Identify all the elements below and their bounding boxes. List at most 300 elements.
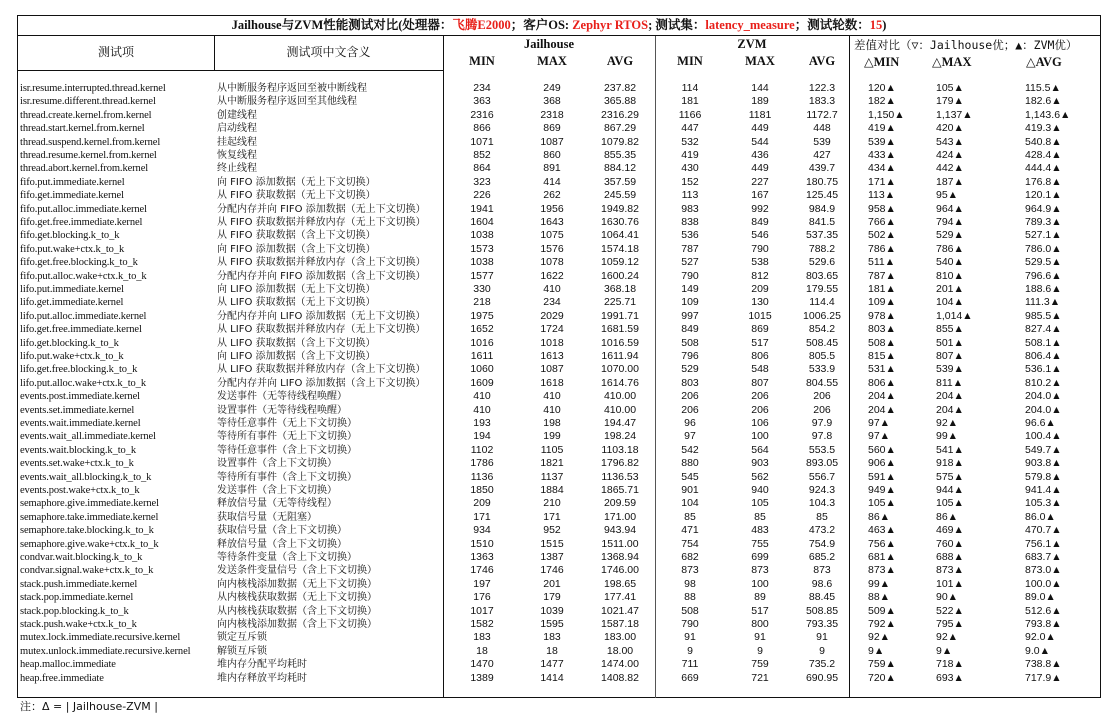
test-item-cn-cell: 启动线程 (217, 123, 257, 135)
delta-avg-cell: 204.0▲ (1025, 403, 1062, 416)
delta-min-cell: 9▲ (868, 644, 885, 657)
jailhouse-max-cell: 1087 (540, 135, 564, 148)
delta-avg-cell: 985.5▲ (1025, 309, 1062, 322)
jailhouse-avg-cell: 1016.59 (601, 336, 639, 349)
header-j-min: MIN (469, 54, 495, 68)
zvm-min-cell: 997 (681, 309, 699, 322)
title-test-set: latency_measure (705, 18, 795, 32)
delta-min-cell: 978▲ (868, 309, 896, 322)
jailhouse-max-cell: 199 (543, 430, 561, 443)
jailhouse-min-cell: 234 (473, 82, 491, 94)
zvm-max-cell: 562 (751, 470, 769, 483)
header-dmax: △MAX (932, 55, 972, 69)
table-row (18, 645, 1100, 658)
test-item-cn-cell: 设置事件（含上下文切换） (217, 458, 337, 470)
zvm-max-cell: 564 (751, 443, 769, 456)
delta-max-cell: 855▲ (936, 323, 964, 336)
test-item-cn-cell: 解锁互斥锁 (217, 645, 267, 657)
delta-max-cell: 201▲ (936, 283, 964, 295)
test-item-cn-cell: 向 FIFO 添加数据（无上下文切换） (217, 176, 376, 188)
jailhouse-min-cell: 1060 (470, 363, 494, 376)
zvm-max-cell: 940 (751, 484, 769, 496)
jailhouse-max-cell: 183 (543, 631, 561, 644)
delta-avg-cell: 86.0▲ (1025, 510, 1056, 523)
jailhouse-max-cell: 249 (543, 82, 561, 94)
jailhouse-max-cell: 1956 (540, 202, 564, 215)
zvm-avg-cell: 984.9 (808, 202, 836, 215)
delta-avg-cell: 793.8▲ (1025, 618, 1062, 630)
jailhouse-max-cell: 198 (543, 417, 561, 429)
test-item-cn-cell: 设置事件（无等待线程唤醒） (217, 404, 347, 416)
delta-avg-cell: 683.7▲ (1025, 551, 1062, 563)
test-item-cell: thread.abort.kernel.from.kernel (20, 163, 149, 175)
test-item-cn-cell: 向内核栈添加数据（含上下文切换） (217, 619, 377, 630)
test-item-cn-cell: 分配内存并向 LIFO 添加数据（含上下文切换） (217, 377, 426, 389)
table-row (18, 578, 1100, 591)
table-row (18, 605, 1100, 618)
zvm-max-cell: 806 (751, 350, 769, 362)
jailhouse-min-cell: 852 (473, 149, 491, 161)
test-item-cell: stack.pop.immediate.kernel (20, 592, 134, 604)
test-item-cn-cell: 等待任意事件（无上下文切换） (217, 418, 357, 429)
delta-max-cell: 541▲ (936, 443, 964, 456)
jailhouse-avg-cell: 183.00 (603, 631, 637, 644)
zvm-min-cell: 114 (681, 82, 699, 94)
test-item-cell: thread.start.kernel.from.kernel (20, 123, 145, 135)
title-prefix: Jailhouse与ZVM性能测试对比(处理器： (231, 18, 453, 32)
jailhouse-min-cell: 1786 (470, 457, 494, 470)
delta-min-cell: 759▲ (868, 658, 896, 671)
delta-avg-cell: 796.6▲ (1025, 269, 1062, 282)
zvm-avg-cell: 98.6 (811, 577, 833, 590)
jailhouse-avg-cell: 867.29 (603, 122, 637, 135)
zvm-max-cell: 699 (751, 551, 769, 563)
delta-max-cell: 92▲ (936, 417, 959, 429)
header-z-max: MAX (745, 54, 775, 68)
delta-avg-cell: 176.8▲ (1025, 175, 1062, 188)
jailhouse-avg-cell: 855.35 (603, 149, 637, 161)
jailhouse-avg-cell: 1103.18 (601, 443, 639, 456)
delta-min-cell: 181▲ (868, 283, 896, 295)
test-item-cn-cell: 创建线程 (217, 109, 257, 121)
jailhouse-min-cell: 866 (473, 122, 491, 135)
delta-min-cell: 591▲ (868, 470, 896, 483)
test-item-cell: events.post.wake+ctx.k_to_k (20, 485, 140, 496)
zvm-avg-cell: 893.05 (805, 457, 839, 470)
delta-avg-cell: 204.0▲ (1025, 390, 1062, 403)
jailhouse-avg-cell: 237.82 (603, 82, 637, 94)
test-item-cell: stack.push.immediate.kernel (20, 578, 138, 590)
test-item-cell: thread.create.kernel.from.kernel (20, 109, 152, 121)
delta-max-cell: 424▲ (936, 149, 964, 161)
zvm-max-cell: 873 (751, 564, 769, 577)
test-item-cell: stack.push.wake+ctx.k_to_k (20, 619, 137, 630)
delta-min-cell: 502▲ (868, 229, 896, 242)
table-row (18, 377, 1100, 390)
zvm-avg-cell: 1006.25 (803, 309, 841, 322)
zvm-avg-cell: 473.2 (808, 524, 836, 537)
jailhouse-max-cell: 1387 (540, 551, 564, 563)
delta-min-cell: 806▲ (868, 376, 896, 389)
zvm-min-cell: 9 (687, 644, 693, 657)
jailhouse-min-cell: 209 (473, 497, 491, 510)
table-row (18, 631, 1100, 644)
test-item-cn-cell: 等待所有事件（含上下文切换） (217, 471, 357, 483)
delta-max-cell: 105▲ (936, 82, 964, 94)
zvm-avg-cell: 179.55 (805, 283, 839, 295)
jailhouse-min-cell: 1975 (470, 309, 494, 322)
zvm-min-cell: 682 (681, 551, 699, 563)
delta-avg-cell: 964.9▲ (1025, 202, 1062, 215)
delta-max-cell: 522▲ (936, 604, 964, 617)
zvm-max-cell: 206 (751, 390, 769, 403)
jailhouse-min-cell: 1102 (470, 443, 494, 456)
delta-max-cell: 575▲ (936, 470, 964, 483)
delta-min-cell: 786▲ (868, 242, 896, 255)
jailhouse-min-cell: 1941 (470, 202, 494, 215)
zvm-min-cell: 880 (681, 457, 699, 470)
zvm-max-cell: 544 (751, 135, 769, 148)
header-test-item-cn: 测试项中文含义 (286, 45, 371, 59)
delta-avg-cell: 941.4▲ (1025, 484, 1062, 496)
zvm-min-cell: 508 (681, 604, 699, 617)
jailhouse-avg-cell: 1611.94 (601, 350, 639, 362)
jailhouse-max-cell: 1515 (540, 537, 564, 550)
delta-avg-cell: 536.1▲ (1025, 363, 1062, 376)
zvm-avg-cell: 793.35 (805, 618, 839, 630)
jailhouse-avg-cell: 1630.76 (601, 216, 639, 228)
zvm-min-cell: 471 (681, 524, 699, 537)
test-item-cell: fifo.put.immediate.kernel (20, 176, 125, 188)
delta-avg-cell: 508.1▲ (1025, 336, 1062, 349)
zvm-avg-cell: 508.85 (805, 604, 839, 617)
delta-min-cell: 906▲ (868, 457, 896, 470)
test-item-cell: stack.pop.blocking.k_to_k (20, 605, 129, 617)
test-item-cell: fifo.get.blocking.k_to_k (20, 230, 120, 242)
jailhouse-min-cell: 1609 (470, 376, 494, 389)
zvm-min-cell: 97 (684, 430, 696, 443)
delta-max-cell: 539▲ (936, 363, 964, 376)
test-item-cell: semaphore.take.immediate.kernel (20, 511, 159, 523)
zvm-min-cell: 149 (681, 283, 699, 295)
test-item-cn-cell: 释放信号量（含上下文切换） (217, 538, 347, 550)
jailhouse-avg-cell: 1021.47 (601, 604, 639, 617)
table-row (18, 189, 1100, 202)
test-item-cn-cell: 从 FIFO 获取数据并释放内存（含上下文切换） (217, 257, 426, 269)
zvm-avg-cell: 97.8 (811, 430, 833, 443)
test-item-cn-cell: 从 FIFO 获取数据（无上下文切换） (217, 190, 376, 202)
title-guest-os: Zephyr RTOS (572, 18, 649, 32)
delta-min-cell: 204▲ (868, 403, 896, 416)
test-item-cn-cell: 从 FIFO 获取数据（含上下文切换） (217, 230, 376, 242)
zvm-min-cell: 206 (681, 390, 699, 403)
zvm-min-cell: 96 (684, 417, 696, 429)
jailhouse-avg-cell: 194.47 (603, 417, 637, 429)
test-item-cn-cell: 终止线程 (217, 163, 257, 175)
table-row (18, 551, 1100, 564)
delta-max-cell: 873▲ (936, 564, 964, 577)
delta-min-cell: 792▲ (868, 618, 896, 630)
zvm-avg-cell: 924.3 (808, 484, 836, 496)
delta-avg-cell: 717.9▲ (1025, 671, 1062, 684)
jailhouse-min-cell: 193 (473, 417, 491, 429)
test-item-cn-cell: 从 FIFO 获取数据并释放内存（无上下文切换） (217, 217, 426, 228)
test-item-cell: lifo.get.blocking.k_to_k (20, 337, 119, 349)
delta-min-cell: 204▲ (868, 390, 896, 403)
delta-max-cell: 187▲ (936, 175, 964, 188)
jailhouse-max-cell: 414 (543, 175, 561, 188)
jailhouse-min-cell: 410 (473, 390, 491, 403)
table-row (18, 511, 1100, 524)
jailhouse-min-cell: 1017 (470, 604, 494, 617)
zvm-min-cell: 545 (681, 470, 699, 483)
zvm-min-cell: 711 (681, 658, 699, 671)
table-row (18, 95, 1100, 108)
jailhouse-avg-cell: 357.59 (603, 175, 637, 188)
test-item-cn-cell: 分配内存并向 FIFO 添加数据（含上下文切换） (217, 270, 426, 282)
delta-avg-cell: 903.8▲ (1025, 457, 1062, 470)
zvm-min-cell: 669 (681, 671, 699, 684)
divider (18, 70, 444, 71)
zvm-avg-cell: 805.5 (808, 350, 836, 362)
delta-min-cell: 958▲ (868, 202, 896, 215)
jailhouse-min-cell: 1573 (470, 242, 494, 255)
zvm-min-cell: 447 (681, 122, 699, 135)
test-item-cn-cell: 从内核栈获取数据（无上下文切换） (217, 592, 377, 604)
delta-avg-cell: 111.3▲ (1025, 296, 1061, 309)
delta-max-cell: 9▲ (936, 644, 953, 657)
test-item-cell: lifo.get.free.blocking.k_to_k (20, 364, 138, 376)
test-item-cn-cell: 等待任意事件（含上下文切换） (217, 444, 357, 456)
zvm-min-cell: 88 (684, 591, 696, 604)
table-row (18, 404, 1100, 417)
zvm-min-cell: 419 (681, 149, 699, 161)
delta-avg-cell: 579.8▲ (1025, 470, 1062, 483)
zvm-min-cell: 790 (681, 269, 699, 282)
delta-avg-cell: 549.7▲ (1025, 443, 1062, 456)
delta-min-cell: 92▲ (868, 631, 891, 644)
table-row (18, 229, 1100, 242)
zvm-min-cell: 1166 (678, 108, 702, 121)
zvm-min-cell: 527 (681, 256, 699, 269)
jailhouse-max-cell: 1613 (540, 350, 564, 362)
jailhouse-max-cell: 234 (543, 296, 561, 309)
jailhouse-min-cell: 1582 (470, 618, 494, 630)
zvm-max-cell: 548 (751, 363, 769, 376)
zvm-avg-cell: 104.3 (808, 497, 836, 510)
delta-max-cell: 92▲ (936, 631, 959, 644)
jailhouse-max-cell: 1618 (540, 376, 564, 389)
jailhouse-max-cell: 201 (543, 577, 561, 590)
delta-max-cell: 786▲ (936, 242, 964, 255)
zvm-max-cell: 167 (751, 189, 769, 202)
jailhouse-min-cell: 1470 (470, 658, 494, 671)
delta-avg-cell: 756.1▲ (1025, 537, 1062, 550)
jailhouse-max-cell: 1821 (540, 457, 564, 470)
table-row (18, 444, 1100, 457)
jailhouse-avg-cell: 410.00 (603, 390, 637, 403)
table-row (18, 457, 1100, 470)
zvm-min-cell: 754 (681, 537, 699, 550)
jailhouse-avg-cell: 1064.41 (601, 229, 639, 242)
zvm-max-cell: 546 (751, 229, 769, 242)
zvm-avg-cell: 183.3 (808, 95, 836, 108)
jailhouse-avg-cell: 1681.59 (601, 323, 639, 336)
test-item-cn-cell: 从 LIFO 获取数据并释放内存（无上下文切换） (217, 324, 426, 336)
jailhouse-max-cell: 368 (543, 95, 561, 108)
test-item-cell: fifo.put.alloc.wake+ctx.k_to_k (20, 270, 147, 282)
delta-max-cell: 204▲ (936, 403, 964, 416)
table-row (18, 564, 1100, 577)
header-diff: 差值对比（▽：Jailhouse优；▲：ZVM优） (854, 38, 1078, 52)
delta-max-cell: 105▲ (936, 497, 964, 510)
jailhouse-avg-cell: 1070.00 (601, 363, 639, 376)
zvm-min-cell: 901 (681, 484, 699, 496)
zvm-avg-cell: 9 (819, 644, 825, 657)
delta-max-cell: 693▲ (936, 671, 964, 684)
delta-max-cell: 540▲ (936, 256, 964, 269)
delta-max-cell: 811▲ (936, 376, 964, 389)
zvm-min-cell: 983 (681, 202, 699, 215)
jailhouse-min-cell: 1577 (470, 269, 494, 282)
jailhouse-avg-cell: 1408.82 (601, 671, 639, 684)
delta-min-cell: 171▲ (868, 175, 896, 188)
zvm-avg-cell: 754.9 (808, 537, 836, 550)
jailhouse-max-cell: 1622 (540, 269, 564, 282)
zvm-avg-cell: 88.45 (808, 591, 836, 604)
test-item-cn-cell: 挂起线程 (217, 136, 257, 148)
zvm-max-cell: 992 (751, 202, 769, 215)
jailhouse-min-cell: 1038 (470, 256, 494, 269)
jailhouse-avg-cell: 943.94 (603, 524, 637, 537)
zvm-min-cell: 542 (681, 443, 699, 456)
jailhouse-avg-cell: 1600.24 (601, 269, 639, 282)
delta-max-cell: 795▲ (936, 618, 964, 630)
jailhouse-min-cell: 864 (473, 162, 491, 175)
delta-max-cell: 918▲ (936, 457, 964, 470)
delta-avg-cell: 529.5▲ (1025, 256, 1062, 269)
delta-avg-cell: 738.8▲ (1025, 658, 1062, 671)
delta-avg-cell: 100.4▲ (1025, 430, 1062, 443)
delta-max-cell: 99▲ (936, 430, 959, 443)
delta-min-cell: 99▲ (868, 577, 891, 590)
test-item-cell: semaphore.give.wake+ctx.k_to_k (20, 538, 159, 550)
zvm-max-cell: 100 (751, 577, 769, 590)
delta-min-cell: 766▲ (868, 216, 896, 228)
jailhouse-max-cell: 1724 (540, 323, 564, 336)
test-item-cell: lifo.get.immediate.kernel (20, 297, 124, 309)
table-row (18, 591, 1100, 604)
jailhouse-avg-cell: 365.88 (603, 95, 637, 108)
zvm-max-cell: 227 (751, 175, 769, 188)
zvm-max-cell: 449 (751, 162, 769, 175)
benchmark-table (17, 15, 1101, 698)
delta-min-cell: 756▲ (868, 537, 896, 550)
jailhouse-max-cell: 1576 (540, 242, 564, 255)
delta-min-cell: 509▲ (868, 604, 896, 617)
jailhouse-max-cell: 1087 (540, 363, 564, 376)
zvm-max-cell: 9 (757, 644, 763, 657)
jailhouse-min-cell: 1389 (470, 671, 494, 684)
jailhouse-max-cell: 2029 (540, 309, 564, 322)
jailhouse-max-cell: 1105 (540, 443, 564, 456)
table-row (18, 216, 1100, 229)
title-suffix: ) (882, 18, 887, 32)
delta-min-cell: 803▲ (868, 323, 896, 336)
delta-max-cell: 529▲ (936, 229, 964, 242)
zvm-min-cell: 206 (681, 403, 699, 416)
zvm-min-cell: 109 (681, 296, 699, 309)
zvm-avg-cell: 439.7 (808, 162, 836, 175)
jailhouse-max-cell: 1039 (540, 604, 564, 617)
delta-avg-cell: 827.4▲ (1025, 323, 1062, 336)
zvm-min-cell: 787 (681, 242, 699, 255)
jailhouse-avg-cell: 884.12 (603, 162, 637, 175)
delta-min-cell: 434▲ (868, 162, 896, 175)
jailhouse-min-cell: 934 (473, 524, 491, 537)
zvm-max-cell: 206 (751, 403, 769, 416)
delta-avg-cell: 786.0▲ (1025, 242, 1062, 255)
test-item-cn-cell: 等待条件变量（含上下文切换） (217, 552, 357, 563)
delta-avg-cell: 9.0▲ (1025, 644, 1050, 657)
jailhouse-min-cell: 176 (473, 591, 491, 604)
zvm-max-cell: 721 (751, 671, 769, 684)
jailhouse-min-cell: 1363 (470, 551, 494, 563)
zvm-min-cell: 796 (681, 350, 699, 362)
title-rounds: 15 (869, 18, 883, 32)
zvm-max-cell: 209 (751, 283, 769, 295)
header-z-avg: AVG (808, 54, 836, 68)
jailhouse-avg-cell: 1587.18 (601, 618, 639, 630)
delta-max-cell: 101▲ (936, 577, 964, 590)
jailhouse-min-cell: 1510 (470, 537, 494, 550)
jailhouse-min-cell: 1016 (470, 336, 494, 349)
zvm-avg-cell: 873 (813, 564, 831, 577)
jailhouse-min-cell: 363 (473, 95, 491, 108)
jailhouse-min-cell: 197 (473, 577, 491, 590)
delta-avg-cell: 89.0▲ (1025, 591, 1056, 604)
test-item-cn-cell: 向内核栈添加数据（无上下文切换） (217, 578, 377, 590)
test-item-cn-cell: 从 LIFO 获取数据并释放内存（含上下文切换） (217, 364, 426, 376)
test-item-cell: isr.resume.different.thread.kernel (20, 96, 156, 108)
zvm-avg-cell: 206 (813, 390, 831, 403)
header-j-avg: AVG (606, 54, 634, 68)
zvm-min-cell: 98 (684, 577, 696, 590)
title-processor: 飞腾E2000 (452, 18, 511, 32)
zvm-max-cell: 100 (751, 430, 769, 443)
test-item-cell: fifo.put.wake+ctx.k_to_k (20, 243, 125, 255)
test-item-cell: lifo.put.immediate.kernel (20, 284, 124, 295)
delta-avg-cell: 115.5▲ (1025, 82, 1061, 94)
jailhouse-avg-cell: 1574.18 (601, 242, 639, 255)
delta-max-cell: 86▲ (936, 510, 959, 523)
jailhouse-avg-cell: 1474.00 (601, 658, 639, 671)
jailhouse-min-cell: 330 (473, 283, 491, 295)
jailhouse-avg-cell: 1991.71 (601, 309, 639, 322)
zvm-max-cell: 790 (751, 242, 769, 255)
zvm-min-cell: 838 (681, 216, 699, 228)
zvm-avg-cell: 854.2 (808, 323, 836, 336)
table-row (18, 109, 1100, 122)
zvm-max-cell: 517 (751, 336, 769, 349)
zvm-max-cell: 106 (751, 417, 769, 429)
jailhouse-max-cell: 410 (543, 283, 561, 295)
table-row (18, 417, 1100, 430)
zvm-avg-cell: 529.6 (808, 256, 836, 269)
jailhouse-min-cell: 1611 (470, 350, 494, 362)
jailhouse-max-cell: 1746 (540, 564, 564, 577)
test-item-cn-cell: 堆内存分配平均耗时 (217, 659, 307, 671)
